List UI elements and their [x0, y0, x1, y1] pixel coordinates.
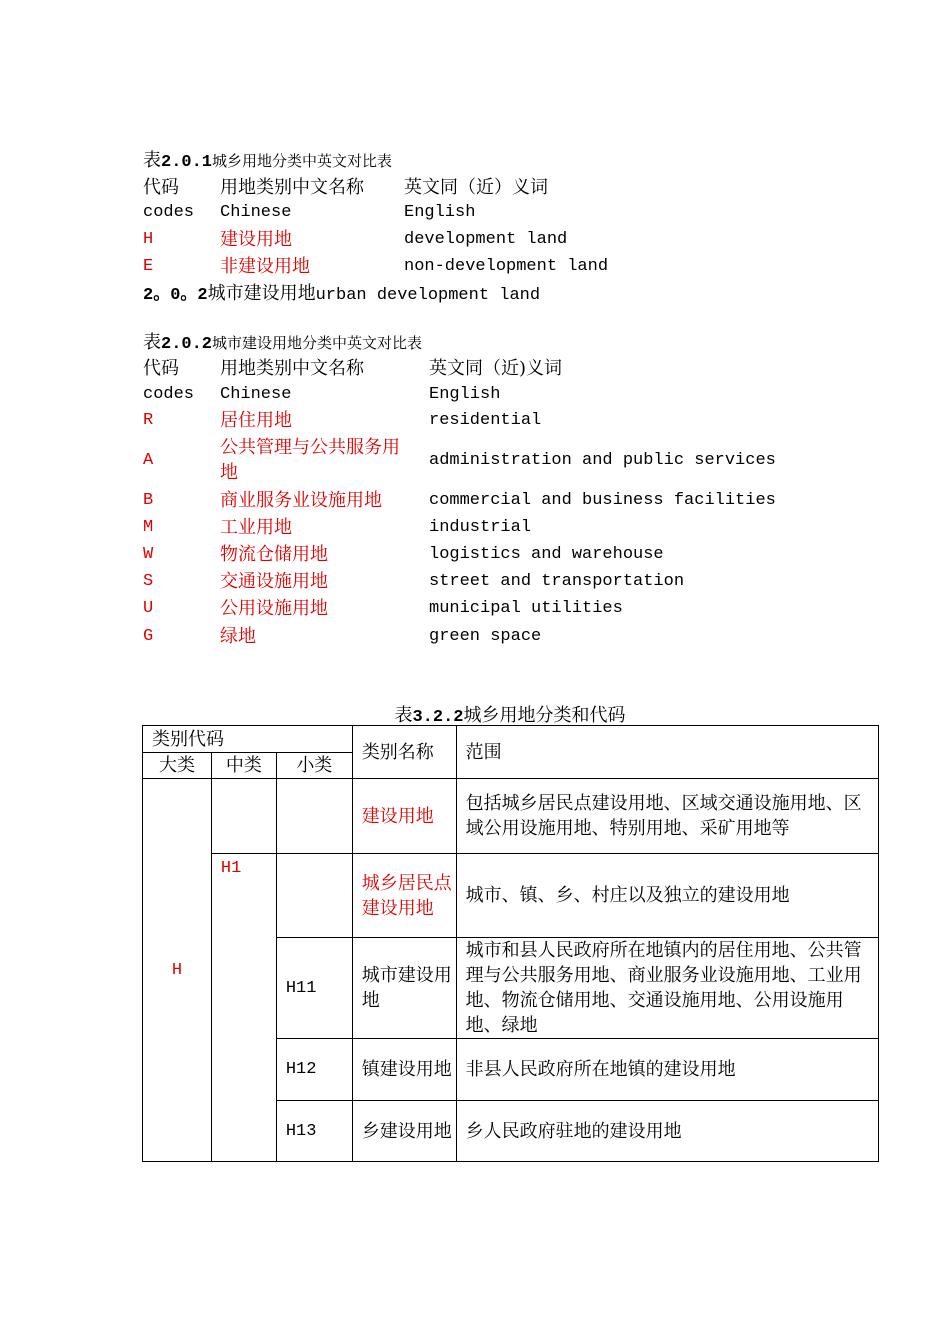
table1-header: [0, 175, 950, 201]
table1-header-chinese: 用地类别中文名称: [220, 177, 364, 198]
table1-header-code: 代码: [143, 177, 179, 198]
table-row: [143, 854, 879, 938]
section-title-en: urban development land: [315, 286, 541, 305]
table2-caption: [143, 330, 422, 356]
table2-header-code: 代码: [143, 358, 179, 379]
table1-row-chinese: 非建设用地: [220, 256, 310, 277]
table3-minor-code: [276, 854, 352, 938]
table2-row-chinese: 工业用地: [220, 517, 292, 538]
table2-row-chinese: 商业服务业设施用地: [220, 490, 382, 511]
table3-scope: 城市和县人民政府所在地镇内的居住用地、公共管理与公共服务用地、商业服务业设施用地、工业用地、物流仓储用地、交通设施用地、公用设施用地、绿地: [456, 938, 878, 1039]
table3-scope: 城市、镇、乡、村庄以及独立的建设用地: [456, 854, 878, 938]
table3-medium-empty: [211, 779, 276, 854]
section-number: 2。0。2: [143, 286, 208, 305]
table3-scope: 乡人民政府驻地的建设用地: [456, 1101, 878, 1162]
table3-major-code: H: [143, 779, 212, 1162]
table2-caption-text: 城市建设用地分类中英文对比表: [212, 334, 423, 352]
table2-row-english: industrial: [429, 518, 532, 537]
table3-scope: 包括城乡居民点建设用地、区域交通设施用地、区域公用设施用地、特别用地、采矿用地等: [456, 779, 878, 854]
table-row: [143, 779, 879, 854]
table2-row-code: U: [143, 599, 154, 618]
table3-header-major: 大类: [143, 753, 212, 779]
table2-subheader-english: English: [429, 385, 501, 404]
table1-row: [0, 227, 950, 253]
table2-row: [0, 596, 950, 622]
table3-header-category-code: 类别代码: [143, 726, 353, 753]
table3-header-minor: 小类: [276, 753, 352, 779]
table3-header-scope: 范围: [456, 726, 878, 779]
table1-caption-text: 城乡用地分类中英文对比表: [212, 152, 393, 170]
table2-row-chinese: 公共管理与公共服务用: [220, 437, 400, 458]
table2-caption-prefix: 表: [143, 332, 161, 353]
table2-row: [0, 569, 950, 595]
table2-row-chinese: 交通设施用地: [220, 571, 328, 592]
table3-medium-code: H1: [211, 854, 276, 1162]
table3-caption-text: 城乡用地分类和代码: [463, 705, 626, 726]
table1-row-english: development land: [404, 230, 568, 249]
table2-row-code: M: [143, 518, 154, 537]
table2-row-code: B: [143, 491, 154, 510]
table2-row-code: W: [143, 545, 154, 564]
table2-row-chinese: 物流仓储用地: [220, 544, 328, 565]
table2-row-english: green space: [429, 627, 542, 646]
table2-subheader-code: codes: [143, 385, 195, 404]
table1-caption-prefix: 表: [143, 150, 161, 171]
table1-subheader-code: codes: [143, 203, 195, 222]
table2-row-chinese: 居住用地: [220, 410, 292, 431]
table2-row: [0, 488, 950, 514]
table3-category-name: 城乡居民点建设用地: [352, 854, 456, 938]
table2-subheader-chinese: Chinese: [220, 385, 292, 404]
table2-row: [0, 408, 950, 434]
table2-row-code: R: [143, 411, 154, 430]
table1-row-chinese: 建设用地: [220, 229, 292, 250]
table2-row-english: logistics and warehouse: [429, 545, 664, 564]
table2-row-english: street and transportation: [429, 572, 685, 591]
table2-row-english: municipal utilities: [429, 599, 623, 618]
table2-row-chinese: 地: [220, 462, 238, 483]
table3-caption-prefix: 表: [394, 705, 413, 726]
table2-row-code: A: [143, 451, 154, 470]
table2-header: [0, 356, 950, 382]
table1-caption: [143, 148, 392, 174]
table2-subheader: [0, 382, 950, 408]
table3-minor-code: [276, 779, 352, 854]
table3-header-medium: 中类: [211, 753, 276, 779]
section-title-cn: 城市建设用地: [207, 283, 316, 304]
table3-category-name: 乡建设用地: [352, 1101, 456, 1162]
table2-row-english: commercial and business facilities: [429, 491, 776, 510]
table1-row-code: E: [143, 257, 154, 276]
table3-caption-number: 3.2.2: [412, 708, 464, 727]
table2-row-english: residential: [429, 411, 542, 430]
table1-row: [0, 254, 950, 280]
table1-caption-number: 2.0.1: [161, 153, 213, 172]
table2-header-chinese: 用地类别中文名称: [220, 358, 364, 379]
table3-minor-code: H11: [276, 938, 352, 1039]
table2-header-english: 英文同（近)义词: [429, 358, 563, 379]
table3-scope: 非县人民政府所在地镇的建设用地: [456, 1039, 878, 1101]
table2-row-chinese-line1: [0, 436, 950, 460]
table2-row-chinese-line2: [0, 461, 950, 485]
table2-row-chinese: 绿地: [220, 626, 256, 647]
table2-row-code: G: [143, 627, 154, 646]
table1-row-english: non-development land: [404, 257, 609, 276]
table1-row-code: H: [143, 230, 154, 249]
table1-header-english: 英文同（近）义词: [404, 177, 548, 198]
table3-header-row: [143, 726, 879, 753]
table2-row: [0, 624, 950, 650]
table3-category-name: 镇建设用地: [352, 1039, 456, 1101]
table3-header-name: 类别名称: [352, 726, 456, 779]
table3-category-name: 建设用地: [352, 779, 456, 854]
table2-caption-number: 2.0.2: [161, 335, 213, 354]
table2-row-chinese: 公用设施用地: [220, 598, 328, 619]
table3-category-name: 城市建设用地: [352, 938, 456, 1039]
table3-grid: [142, 725, 879, 1162]
table2-row: [0, 515, 950, 541]
table1-subheader: [0, 200, 950, 226]
table3-minor-code: H12: [276, 1039, 352, 1101]
table1-subheader-chinese: Chinese: [220, 203, 292, 222]
section-heading: [143, 281, 540, 307]
table2-row-code: S: [143, 572, 154, 591]
table1-subheader-english: English: [404, 203, 476, 222]
table3-minor-code: H13: [276, 1101, 352, 1162]
table2-row: [0, 542, 950, 568]
table3-caption: [0, 701, 950, 727]
table2-row-english: administration and public services: [429, 451, 776, 470]
